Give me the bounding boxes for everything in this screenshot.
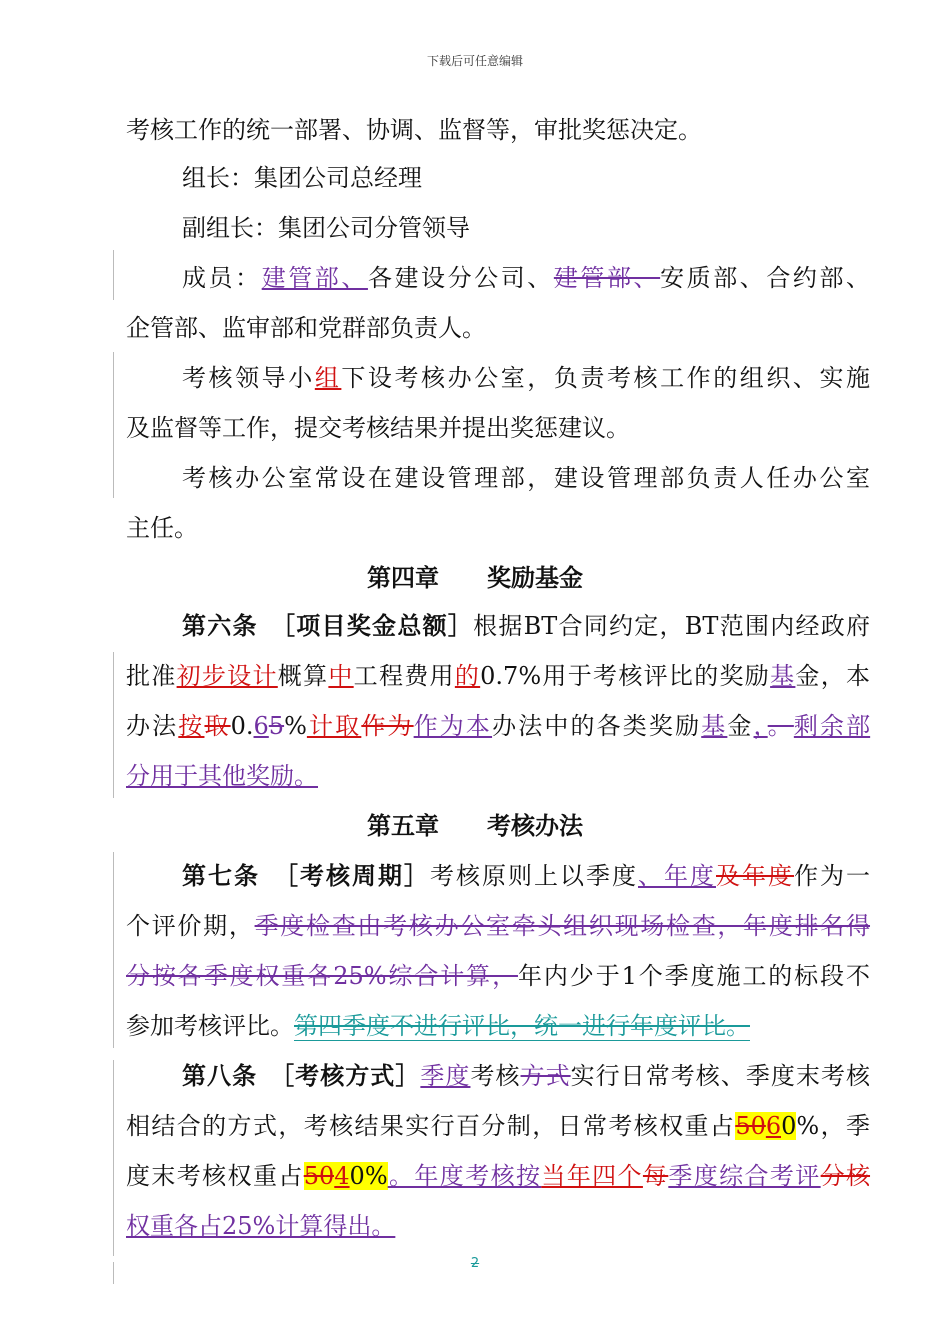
tracked-insertion: 权重各占25%计算得出。 — [126, 1212, 396, 1240]
chapter-heading: 第五章 考核办法 — [367, 811, 583, 840]
tracked-insertion: 作为本 — [413, 712, 493, 740]
tracked-insertion: 按 — [178, 712, 205, 740]
tracked-insertion: 建管部、 — [261, 264, 368, 292]
body-line: 批准初步设计概算中工程费用的0.7%用于考核评比的奖励基金，本 — [126, 662, 870, 690]
page-number: 2 — [470, 1256, 480, 1271]
body-line: 组长：集团公司总经理 — [182, 164, 422, 192]
tracked-deletion: 。 — [767, 712, 794, 740]
tracked-deletion: 分按各季度权重各25%综合计算， — [126, 962, 518, 990]
tracked-insertion: 组 — [314, 364, 342, 392]
body-line: 个评价期，季度检查由考核办公室牵头组织现场检查，年度排名得 — [126, 912, 871, 940]
body-line: 办法按取0.65%计取作为作为本办法中的各类奖励基金，。剩余部 — [126, 712, 871, 740]
body-line: 参加考核评比。第四季度不进行评比，统一进行年度评比。 — [126, 1012, 750, 1040]
body-line: 及监督等工作，提交考核结果并提出奖惩建议。 — [126, 414, 630, 442]
body-line: 第八条 ［考核方式］季度考核方式实行日常考核、季度末考核 — [182, 1061, 871, 1090]
revision-bar — [113, 250, 114, 300]
body-line: 考核工作的统一部署、协调、监督等，审批奖惩决定。 — [126, 116, 702, 144]
tracked-deletion: 50 — [303, 1162, 335, 1190]
tracked-insertion: 、年度 — [638, 862, 716, 890]
tracked-deletion: 作为 — [361, 712, 414, 740]
tracked-deletion: 第四季度不进行评比，统一进行年度评比。 — [294, 1012, 750, 1040]
body-line: 副组长：集团公司分管领导 — [182, 214, 470, 242]
tracked-deletion: 50 — [735, 1112, 766, 1140]
body-line: 主任。 — [126, 514, 198, 542]
tracked-deletion: 建管部、 — [553, 264, 661, 292]
body-line: 第七条 ［考核周期］考核原则上以季度、年度及年度作为一 — [182, 861, 870, 890]
tracked-deletion: 季度检查由考核办公室牵头组织现场检查，年度排名得 — [254, 912, 871, 940]
revision-bar — [113, 652, 114, 798]
tracked-insertion: ， — [753, 712, 768, 740]
body-line: 第六条 ［项目奖金总额］根据BT合同约定，BT范围内经政府 — [182, 611, 870, 640]
tracked-insertion: 基 — [770, 662, 796, 690]
body-line: 相结合的方式，考核结果实行百分制，日常考核权重占5060%，季 — [126, 1112, 871, 1140]
tracked-deletion: 分核 — [820, 1162, 871, 1190]
body-line — [126, 1208, 870, 1244]
body-line — [126, 758, 870, 794]
tracked-insertion: 4 — [334, 1162, 350, 1190]
tracked-deletion: 方式 — [520, 1062, 571, 1090]
body-line: 成员：建管部、各建设分公司、建管部、安质部、合约部、 — [182, 264, 871, 292]
tracked-insertion: 的 — [454, 662, 481, 690]
tracked-insertion: 。年度考核按 — [387, 1162, 542, 1190]
revision-bar — [113, 1060, 114, 1256]
tracked-insertion: 6 — [253, 712, 269, 740]
body-line: 度末考核权重占5040%。年度考核按当年四个每季度综合考评分核 — [126, 1162, 871, 1190]
tracked-deletion: 取 — [204, 712, 231, 740]
body-line: 企管部、监审部和党群部负责人。 — [126, 314, 486, 342]
chapter-heading: 第四章 奖励基金 — [367, 563, 583, 592]
tracked-insertion: 6 — [765, 1112, 782, 1140]
body-line: 考核领导小组下设考核办公室，负责考核工作的组织、实施 — [182, 364, 871, 392]
body-line: 分按各季度权重各25%综合计算，年内少于1个季度施工的标段不 — [126, 962, 870, 990]
revision-bar — [113, 852, 114, 1048]
tracked-deletion: 5 — [268, 712, 285, 740]
revision-bar — [113, 352, 114, 498]
tracked-insertion: 当年四个 — [541, 1162, 643, 1190]
tracked-deletion: 及年度 — [716, 862, 794, 890]
tracked-insertion: 计取 — [306, 712, 362, 740]
page-header: 下载后可任意编辑 — [426, 54, 523, 68]
tracked-insertion: 基 — [701, 712, 728, 740]
tracked-insertion: 初步设计 — [176, 662, 278, 690]
tracked-insertion: 季度 — [420, 1062, 471, 1090]
tracked-insertion: 分用于其他奖励。 — [126, 762, 318, 790]
tracked-insertion: 剩余部 — [793, 712, 871, 740]
body-line: 考核办公室常设在建设管理部，建设管理部负责人任办公室 — [182, 464, 870, 492]
tracked-insertion: 季度综合考评 — [668, 1162, 821, 1190]
tracked-insertion: 中 — [328, 662, 354, 690]
tracked-deletion: 每 — [642, 1162, 669, 1190]
